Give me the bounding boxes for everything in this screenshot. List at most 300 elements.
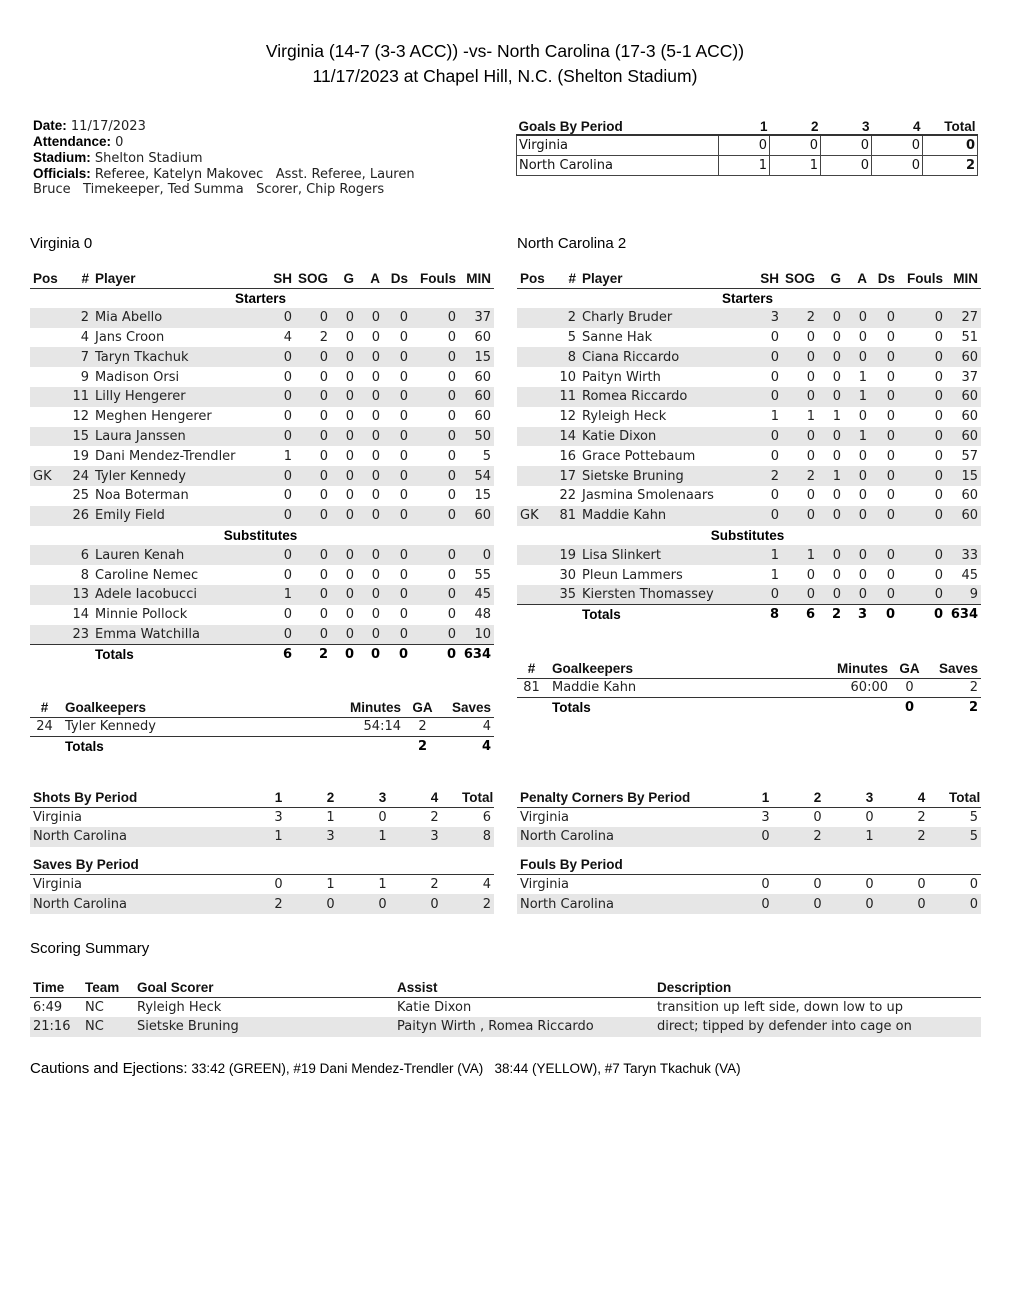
col-min: MIN (946, 270, 981, 288)
player-number: 7 (68, 347, 92, 367)
stat-sh: 0 (734, 387, 782, 407)
stat-sh: 1 (283, 448, 292, 464)
stat-sog: 0 (295, 308, 331, 328)
stat-ds: 0 (870, 466, 898, 486)
stat-a: 1 (844, 387, 870, 407)
gk-name: Maddie Kahn (552, 680, 637, 696)
player-number: 16 (559, 448, 576, 464)
stat-fouls: 0 (898, 308, 946, 328)
player-name: Laura Janssen (92, 427, 247, 447)
stat-min: 37 (459, 308, 494, 328)
player-pos (30, 565, 68, 585)
period-value: 0 (949, 894, 981, 914)
col-period: 1 (719, 118, 770, 135)
stat-a: 0 (357, 466, 383, 486)
stat-a: 0 (371, 448, 380, 464)
player-row (517, 585, 981, 605)
stat-fouls: 0 (447, 448, 456, 464)
gk-ga: 2 (418, 719, 427, 735)
officials-label: Officials: (33, 166, 91, 181)
player-pos (517, 466, 555, 486)
stat-a: 0 (844, 347, 870, 367)
stat-sh: 0 (283, 409, 292, 425)
goalkeeper-row (517, 678, 981, 698)
stat-a: 0 (371, 488, 380, 504)
stat-sog: 0 (319, 448, 328, 464)
team-name: Virginia (520, 809, 570, 825)
stat-min: 0 (459, 545, 494, 565)
stat-a: 0 (858, 488, 867, 504)
stat-sh: 0 (283, 567, 292, 583)
col-period: 2 (306, 789, 358, 807)
total-min: 634 (459, 644, 494, 664)
section-row (30, 526, 494, 546)
gk-number: 24 (36, 719, 53, 735)
player-name: Madison Orsi (95, 369, 180, 385)
cell: 1 (719, 155, 770, 175)
stat-a: 0 (844, 308, 870, 328)
stat-sh: 0 (247, 308, 295, 328)
player-number: 13 (68, 585, 92, 605)
stat-ds: 0 (886, 329, 895, 345)
shots-saves-by-period (30, 789, 494, 914)
period-value: 2 (430, 877, 439, 893)
stat-sh: 4 (283, 329, 292, 345)
totals-label: Totals (549, 698, 823, 718)
totals-row (517, 698, 981, 718)
period-row (517, 827, 981, 847)
col-sog: SOG (295, 270, 331, 288)
period-value: 0 (378, 809, 387, 825)
stat-sh: 0 (734, 585, 782, 605)
stat-fouls: 0 (934, 369, 943, 385)
period-value: 0 (306, 894, 358, 914)
col-ga: GA (891, 660, 931, 678)
blank (555, 605, 579, 625)
stat-g: 0 (345, 607, 354, 623)
col-team: Team (82, 979, 134, 997)
col-period: 2 (793, 789, 845, 807)
goal-time: 21:16 (30, 1017, 82, 1037)
blank (358, 847, 410, 875)
goals-by-period-title: Goals By Period (517, 118, 719, 135)
stat-a: 0 (858, 409, 867, 425)
totals-label: Totals (62, 737, 336, 757)
substitutes-label: Substitutes (223, 527, 298, 543)
col-goalkeepers: Goalkeepers (549, 660, 823, 678)
stat-g: 0 (818, 308, 844, 328)
player-name: Kiersten Thomassey (579, 585, 734, 605)
stat-sog: 0 (295, 585, 331, 605)
attendance-label: Attendance: (33, 134, 112, 149)
stat-sh: 0 (247, 387, 295, 407)
period-value: 6 (482, 809, 491, 825)
player-name: Pleun Lammers (582, 567, 683, 583)
period-value: 1 (845, 827, 897, 847)
player-row (30, 585, 494, 605)
player-row (517, 367, 981, 387)
starters-label: Starters (234, 290, 287, 306)
player-name: Paityn Wirth (582, 369, 661, 385)
player-name: Taryn Tkachuk (92, 347, 247, 367)
player-number: 19 (72, 448, 89, 464)
player-row (30, 545, 494, 565)
col-sh: SH (734, 270, 782, 288)
player-name: Emma Watchilla (92, 625, 247, 645)
player-name: Caroline Nemec (95, 567, 199, 583)
stat-g: 0 (345, 369, 354, 385)
team-name: Virginia (520, 877, 570, 893)
player-row (30, 347, 494, 367)
stat-a: 1 (844, 427, 870, 447)
stat-sh: 1 (734, 545, 782, 565)
player-row (30, 407, 494, 427)
col-assist: Assist (394, 979, 654, 997)
stat-a: 0 (357, 427, 383, 447)
period-value: 0 (813, 877, 822, 893)
stat-min: 57 (961, 448, 978, 464)
stat-min: 9 (946, 585, 981, 605)
col-time: Time (30, 979, 82, 997)
stat-g: 0 (331, 506, 357, 526)
period-value: 5 (949, 827, 981, 847)
period-value: 0 (813, 809, 822, 825)
cell: 0 (872, 155, 923, 175)
stat-sog: 0 (319, 369, 328, 385)
stat-ds: 0 (870, 506, 898, 526)
period-row (517, 875, 981, 895)
player-pos: GK (30, 466, 68, 486)
period-row (30, 807, 494, 827)
blank (823, 698, 891, 718)
stat-fouls: 0 (411, 387, 459, 407)
period-value: 1 (326, 809, 335, 825)
player-name: Grace Pottebaum (582, 448, 696, 464)
stat-a: 0 (357, 506, 383, 526)
stat-g: 0 (331, 625, 357, 645)
stat-sh: 0 (770, 448, 779, 464)
player-number: 22 (559, 488, 576, 504)
stat-fouls: 0 (447, 488, 456, 504)
player-pos (30, 328, 68, 348)
stat-fouls: 0 (411, 625, 459, 645)
stat-g: 1 (818, 466, 844, 486)
stat-ds: 0 (399, 369, 408, 385)
header-row (517, 847, 981, 875)
stat-sh: 2 (734, 466, 782, 486)
period-value: 3 (410, 827, 462, 847)
goal-description: transition up left side, down low to up (657, 999, 903, 1015)
stat-sog: 0 (782, 506, 818, 526)
cell: 0 (821, 155, 872, 175)
player-row (517, 427, 981, 447)
stat-fouls: 0 (898, 427, 946, 447)
player-name: Noa Boterman (95, 488, 189, 504)
stat-a: 0 (357, 545, 383, 565)
period-value: 5 (969, 809, 978, 825)
starters-label: Starters (721, 290, 774, 306)
player-number: 8 (80, 567, 89, 583)
player-row (30, 427, 494, 447)
stat-a: 0 (844, 506, 870, 526)
period-value: 0 (845, 894, 897, 914)
stat-a: 0 (844, 545, 870, 565)
total-ga: 0 (891, 698, 931, 718)
stat-min: 45 (459, 585, 494, 605)
player-name: Sietske Bruning (579, 466, 734, 486)
player-pos (30, 308, 68, 328)
stat-fouls: 0 (898, 466, 946, 486)
player-row (30, 466, 494, 486)
stat-g: 0 (331, 347, 357, 367)
col-ds: Ds (870, 270, 898, 288)
stat-a: 0 (858, 448, 867, 464)
player-pos (30, 506, 68, 526)
player-pos (517, 407, 555, 427)
stat-min: 60 (961, 488, 978, 504)
cautions-and-ejections (30, 1060, 741, 1077)
stat-ds: 0 (399, 488, 408, 504)
stat-ds: 0 (870, 308, 898, 328)
player-name: Emily Field (92, 506, 247, 526)
total-a: 0 (357, 644, 383, 664)
stat-min: 60 (459, 387, 494, 407)
cell: 0 (821, 135, 872, 155)
total-fouls: 0 (898, 605, 946, 625)
col-player: Player (92, 270, 247, 288)
stat-sog: 0 (295, 625, 331, 645)
blank (306, 847, 358, 875)
stat-min: 51 (961, 329, 978, 345)
stat-sog: 2 (782, 466, 818, 486)
player-row (30, 565, 494, 585)
stat-sh: 0 (247, 545, 295, 565)
player-pos (517, 486, 555, 506)
stat-fouls: 0 (898, 347, 946, 367)
col-pos: Pos (30, 270, 68, 288)
player-row (30, 308, 494, 328)
virginia-heading: Virginia 0 (30, 235, 93, 252)
player-name: Sanne Hak (582, 329, 653, 345)
blank (68, 644, 92, 664)
period-value: 2 (430, 809, 439, 825)
col-g: G (331, 270, 357, 288)
goal-time: 6:49 (33, 999, 63, 1015)
player-pos: GK (517, 506, 555, 526)
stat-sog: 0 (782, 387, 818, 407)
team-name: North Carolina (517, 827, 741, 847)
player-pos (30, 407, 68, 427)
stat-min: 33 (946, 545, 981, 565)
stat-sog: 0 (806, 567, 815, 583)
stat-fouls: 0 (411, 506, 459, 526)
player-pos (30, 585, 68, 605)
period-value: 0 (410, 894, 462, 914)
stat-a: 0 (357, 347, 383, 367)
stat-g: 0 (345, 329, 354, 345)
stat-min: 60 (946, 427, 981, 447)
stat-sog: 0 (295, 506, 331, 526)
period-value: 3 (761, 809, 770, 825)
stat-min: 45 (961, 567, 978, 583)
player-row (30, 605, 494, 625)
period-value: 0 (917, 877, 926, 893)
player-pos (517, 565, 555, 585)
player-pos (30, 486, 68, 506)
col-period: 4 (410, 789, 462, 807)
player-number: 81 (555, 506, 579, 526)
goal-assist: Paityn Wirth , Romea Riccardo (394, 1017, 654, 1037)
stat-g: 0 (331, 308, 357, 328)
cell: 0 (770, 135, 821, 155)
col-period: 3 (358, 789, 410, 807)
stat-sh: 0 (247, 347, 295, 367)
header-row (30, 789, 494, 807)
stat-sh: 0 (283, 607, 292, 623)
period-value: 8 (462, 827, 494, 847)
goal-scorer: Ryleigh Heck (137, 999, 222, 1015)
stat-ds: 0 (383, 506, 411, 526)
stat-sog: 0 (319, 607, 328, 623)
stat-sog: 0 (806, 448, 815, 464)
stat-min: 15 (946, 466, 981, 486)
player-number: 19 (555, 545, 579, 565)
period-value: 0 (761, 877, 770, 893)
stat-a: 0 (371, 409, 380, 425)
stat-g: 0 (818, 387, 844, 407)
stat-sh: 3 (734, 308, 782, 328)
period-value: 3 (274, 809, 283, 825)
player-row (517, 545, 981, 565)
stat-sh: 0 (247, 466, 295, 486)
stat-a: 0 (357, 308, 383, 328)
stat-ds: 0 (870, 427, 898, 447)
stat-ds: 0 (383, 387, 411, 407)
period-value: 1 (358, 827, 410, 847)
player-row (30, 328, 494, 348)
col-description: Description (654, 979, 981, 997)
stat-sog: 0 (319, 488, 328, 504)
period-value: 4 (482, 877, 491, 893)
substitutes-label: Substitutes (710, 527, 785, 543)
col-period: Total (462, 790, 494, 806)
stat-fouls: 0 (447, 607, 456, 623)
stat-sh: 0 (770, 488, 779, 504)
stat-fouls: 0 (898, 585, 946, 605)
col-a: A (357, 270, 383, 288)
header-row (30, 979, 981, 997)
player-row (30, 486, 494, 506)
stat-sog: 0 (319, 567, 328, 583)
player-number: 15 (68, 427, 92, 447)
period-value: 2 (462, 894, 494, 914)
period-value: 0 (741, 827, 793, 847)
stat-g: 1 (832, 409, 841, 425)
gk-minutes: 54:14 (363, 719, 401, 735)
stat-sh: 1 (770, 567, 779, 583)
col-period: 3 (845, 789, 897, 807)
stat-g: 0 (832, 329, 841, 345)
blank (793, 847, 845, 875)
gk-number: 81 (523, 680, 540, 696)
stat-min: 60 (474, 369, 491, 385)
player-number: 35 (555, 585, 579, 605)
player-name: Romea Riccardo (579, 387, 734, 407)
goal-row (30, 997, 981, 1017)
col-period: 1 (254, 789, 306, 807)
player-pos (30, 347, 68, 367)
stat-sh: 0 (247, 506, 295, 526)
stat-min: 55 (474, 567, 491, 583)
player-number: 5 (567, 329, 576, 345)
col-number: # (517, 660, 549, 678)
player-row (517, 387, 981, 407)
stat-min: 60 (946, 506, 981, 526)
total-g: 2 (818, 605, 844, 625)
period-row (30, 894, 494, 914)
header-row (517, 789, 981, 807)
stat-sog: 2 (782, 308, 818, 328)
fouls-by-period-title: Fouls By Period (517, 847, 741, 875)
stat-a: 0 (844, 585, 870, 605)
goals-by-period (516, 118, 978, 176)
totals-row (30, 644, 494, 664)
totals-label: Totals (579, 605, 734, 625)
period-row (30, 875, 494, 895)
cell: 1 (770, 155, 821, 175)
player-pos (30, 605, 68, 625)
player-number: 9 (80, 369, 89, 385)
corners-fouls-by-period (517, 789, 981, 914)
period-value: 0 (274, 877, 283, 893)
north-carolina-box-score (517, 270, 981, 625)
team-name: North Carolina (517, 155, 719, 175)
table-row (517, 135, 978, 155)
stat-fouls: 0 (411, 427, 459, 447)
player-pos (517, 308, 555, 328)
player-row (30, 625, 494, 645)
stat-min: 48 (474, 607, 491, 623)
goal-assist: Katie Dixon (397, 999, 472, 1015)
col-num: # (555, 270, 579, 288)
col-minutes: Minutes (336, 699, 404, 717)
stat-fouls: 0 (411, 347, 459, 367)
player-name: Charly Bruder (579, 308, 734, 328)
period-value: 2 (897, 827, 949, 847)
cell: 0 (872, 135, 923, 155)
stat-min: 54 (459, 466, 494, 486)
stat-fouls: 0 (934, 329, 943, 345)
col-period: Total (949, 790, 981, 806)
col-min: MIN (459, 270, 494, 288)
stat-g: 0 (331, 427, 357, 447)
stat-ds: 0 (886, 448, 895, 464)
total-fouls: 0 (411, 644, 459, 664)
col-ga: GA (404, 699, 444, 717)
col-goalkeepers: Goalkeepers (62, 699, 336, 717)
stat-fouls: 0 (898, 506, 946, 526)
player-name: Adele Iacobucci (92, 585, 247, 605)
north-carolina-heading: North Carolina 2 (517, 235, 627, 252)
col-period: 4 (872, 118, 923, 135)
stat-sog: 0 (782, 347, 818, 367)
stat-a: 0 (844, 466, 870, 486)
table-row (517, 155, 978, 175)
player-name: Minnie Pollock (95, 607, 188, 623)
player-pos (517, 347, 555, 367)
section-row (517, 288, 981, 308)
stat-sog: 0 (806, 369, 815, 385)
